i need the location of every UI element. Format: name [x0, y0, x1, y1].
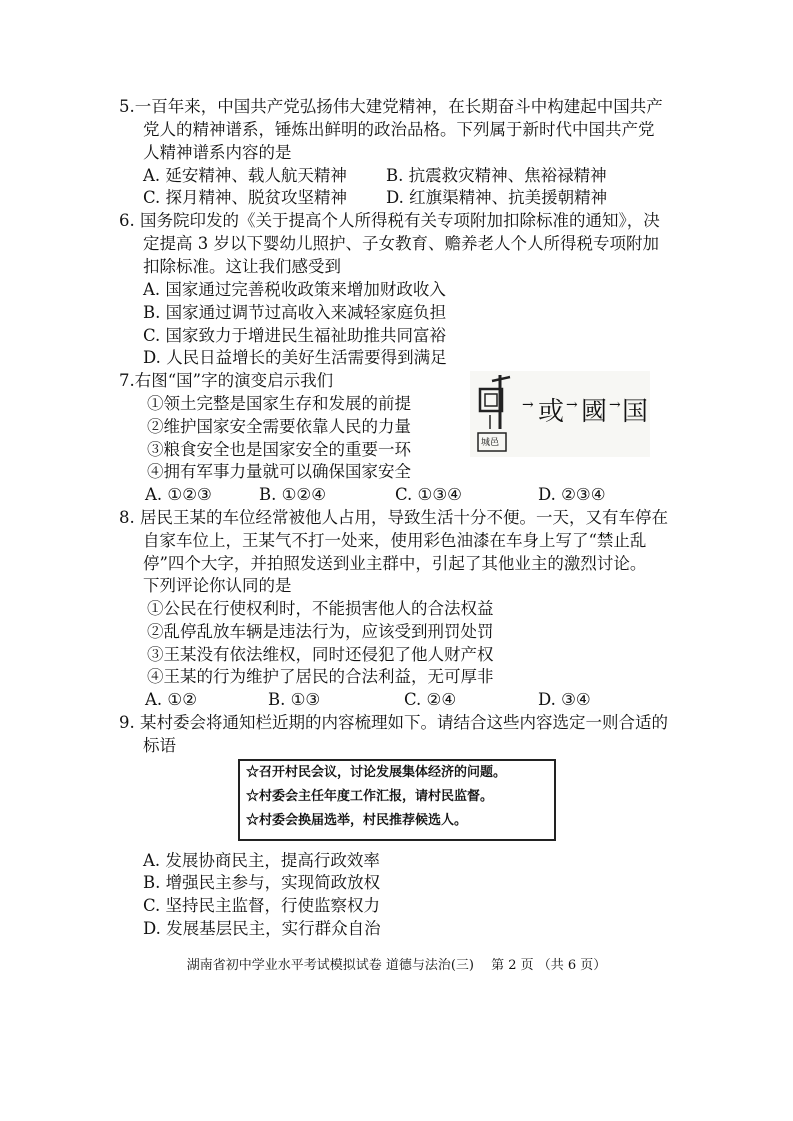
q9-stem-line-1: 9. 某村委会将通知栏近期的内容梳理如下。请结合这些内容选定一则合适的 — [119, 713, 668, 732]
q6-option-b: B. 国家通过调节过高收入来减轻家庭负担 — [143, 303, 447, 322]
notice-item: ☆召开村民会议，讨论发展集体经济的问题。 — [246, 765, 507, 780]
q8-stem-line-3: 停”四个大字，并拍照发送到业主群中，引起了其他业主的激烈讨论。 — [143, 554, 647, 573]
q8-option-b: B. ①③ — [268, 690, 321, 709]
guo-variant-1: 或 — [538, 397, 565, 427]
q8-item-2: ②乱停乱放车辆是违法行为，应该受到刑罚处罚 — [147, 622, 494, 641]
q6-stem-line-3: 扣除标准。这让我们感受到 — [143, 257, 341, 276]
arrow-icon: → — [522, 397, 534, 413]
guo-variant-2: 國 — [581, 397, 608, 427]
q7-item-4: ④拥有军事力量就可以确保国家安全 — [147, 462, 411, 481]
q8-option-a: A. ①② — [145, 690, 197, 709]
q7-item-2: ②维护国家安全需要依靠人民的力量 — [147, 417, 411, 436]
page-footer: 湖南省初中学业水平考试模拟试卷 道德与法治(三) 第 2 页 （共 6 页） — [186, 958, 607, 973]
q5-option-b: B. 抗震救灾精神、焦裕禄精神 — [386, 166, 607, 185]
guo-character-evolution-figure — [470, 371, 650, 457]
q8-item-3: ③王某没有依法维权，同时还侵犯了他人财产权 — [147, 645, 494, 664]
notice-item: ☆村委会主任年度工作汇报，请村民监督。 — [246, 789, 494, 804]
q8-item-4: ④王某的行为维护了居民的合法利益，无可厚非 — [147, 667, 494, 686]
q9-stem-line-2: 标语 — [143, 736, 176, 755]
q6-stem-line-2: 定提高 3 岁以下婴幼儿照护、子女教育、赡养老人个人所得税专项附加 — [143, 234, 659, 253]
q5-option-a: A. 延安精神、载人航天精神 — [143, 166, 347, 185]
q5-stem-line-3: 人精神谱系内容的是 — [143, 143, 292, 162]
q5-stem-line-2: 党人的精神谱系，锤炼出鲜明的政治品格。下列属于新时代中国共产党 — [143, 120, 655, 139]
village-notice-board — [238, 759, 556, 841]
guo-variant-3: 国 — [622, 397, 649, 427]
q7-option-c: C. ①③④ — [395, 485, 462, 504]
q7-option-b: B. ①②④ — [259, 485, 326, 504]
q6-option-c: C. 国家致力于增进民生福祉助推共同富裕 — [143, 326, 447, 345]
arrow-icon: → — [609, 397, 621, 413]
q9-option-a: A. 发展协商民主，提高行政效率 — [143, 851, 380, 870]
q7-option-d: D. ②③④ — [538, 485, 606, 504]
q7-item-3: ③粮食安全也是国家安全的重要一环 — [147, 440, 411, 459]
q5-stem-line-1: 5.一百年来，中国共产党弘扬伟大建党精神，在长期奋斗中构建起中国共产 — [119, 97, 663, 116]
city-label: 城邑 — [481, 438, 500, 448]
q9-option-c: C. 坚持民主监督，行使监察权力 — [143, 896, 381, 915]
q8-option-c: C. ②④ — [404, 690, 457, 709]
q7-stem: 7.右图“国”字的演变启示我们 — [119, 371, 334, 390]
q8-item-1: ①公民在行使权利时，不能损害他人的合法权益 — [147, 599, 494, 618]
q7-option-a: A. ①②③ — [145, 485, 212, 504]
q6-stem-line-1: 6. 国务院印发的《关于提高个人所得税有关专项附加扣除标准的通知》，决 — [119, 211, 660, 230]
q6-option-a: A. 国家通过完善税收政策来增加财政收入 — [143, 280, 446, 299]
arrow-icon: → — [566, 397, 578, 413]
q7-item-1: ①领土完整是国家生存和发展的前提 — [147, 394, 411, 413]
q8-option-d: D. ③④ — [538, 690, 591, 709]
notice-item: ☆村委会换届选举，村民推荐候选人。 — [246, 813, 468, 828]
q8-stem-line-4: 下列评论你认同的是 — [143, 576, 292, 595]
q5-option-c: C. 探月精神、脱贫攻坚精神 — [143, 188, 348, 207]
q6-option-d: D. 人民日益增长的美好生活需要得到满足 — [143, 348, 447, 367]
q9-option-b: B. 增强民主参与，实现简政放权 — [143, 873, 381, 892]
q9-option-d: D. 发展基层民主，实行群众自治 — [143, 919, 381, 938]
q5-option-d: D. 红旗渠精神、抗美援朝精神 — [386, 188, 608, 207]
q8-stem-line-1: 8. 居民王某的车位经常被他人占用，导致生活十分不便。一天，又有车停在 — [119, 508, 668, 527]
q8-stem-line-2: 自家车位上，王某气不打一处来，使用彩色油漆在车身上写了“禁止乱 — [143, 531, 647, 550]
